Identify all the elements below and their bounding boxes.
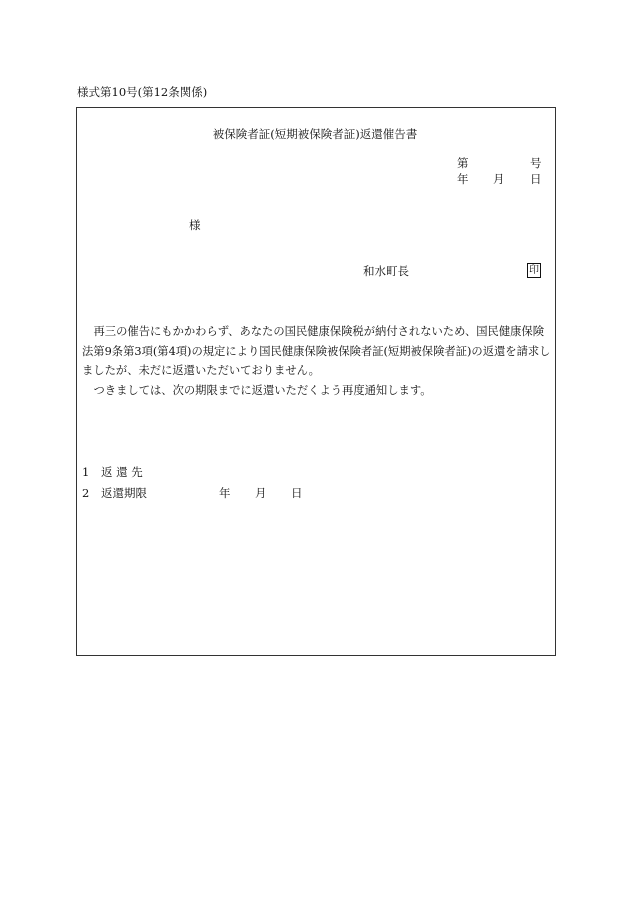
item-number: 2 <box>82 486 90 500</box>
seal-icon: 印 <box>529 265 539 276</box>
form-number-label: 様式第10号(第12条関係) <box>77 85 208 99</box>
deadline-day: 日 <box>291 486 303 500</box>
body-text <box>82 322 554 400</box>
seal-mark <box>527 262 541 278</box>
issuer-name: 和水町長 <box>363 264 409 278</box>
item-return-destination <box>82 464 143 480</box>
addressee-honorific: 様 <box>189 218 201 232</box>
number-prefix: 第 <box>457 156 469 170</box>
date-year: 年 <box>457 172 469 186</box>
deadline-year: 年 <box>219 486 231 500</box>
item-label: 返還期限 <box>101 486 147 500</box>
document-title: 被保険者証(短期被保険者証)返還催告書 <box>212 127 418 141</box>
number-suffix: 号 <box>530 156 542 170</box>
item-label: 返 還 先 <box>101 465 143 479</box>
body-paragraph-2: つきましては、次の期限までに返還いただくよう再度通知します。 <box>93 383 432 397</box>
body-paragraph-1: 再三の催告にもかかわらず、あなたの国民健康保険税が納付されないため、国民健康保険法第9条第3項(第4項)の規定により国民健康保険被保険者証(短期被保険者証)の返還を請求しましたが、未だに返還いただいておりません。 <box>82 325 551 377</box>
date-month: 月 <box>493 172 505 186</box>
item-return-deadline <box>82 485 147 501</box>
deadline-month: 月 <box>255 486 267 500</box>
date-day: 日 <box>530 172 542 186</box>
item-number: 1 <box>82 465 90 479</box>
